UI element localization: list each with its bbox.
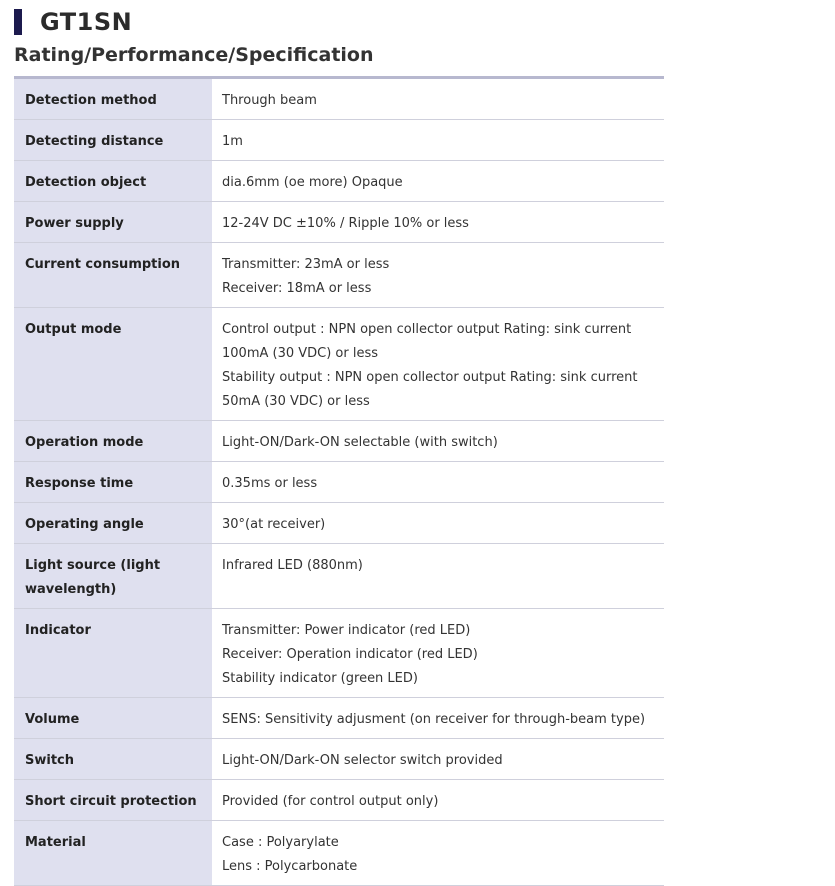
spec-value-line: 50mA (30 VDC) or less: [222, 394, 370, 409]
spec-value: [212, 821, 664, 886]
spec-value-line: Lens : Polycarbonate: [222, 859, 358, 874]
spec-value: [212, 503, 664, 544]
spec-table: [14, 76, 664, 886]
spec-value: [212, 243, 664, 308]
spec-value: [212, 544, 664, 609]
spec-value: [212, 308, 664, 421]
spec-value-line: Receiver: Operation indicator (red LED): [222, 647, 478, 662]
spec-table-body: [14, 78, 664, 886]
spec-value-line: SENS: Sensitivity adjusment (on receiver for through-beam type): [222, 712, 646, 727]
title-accent-bar: [14, 9, 22, 35]
spec-value-line: Control output : NPN open collector output Rating: sink current: [222, 322, 632, 337]
spec-row: [14, 161, 664, 202]
spec-row: [14, 421, 664, 462]
spec-label: Light source (light wavelength): [14, 544, 212, 609]
spec-value-line: 30°(at receiver): [222, 517, 326, 532]
spec-label: Response time: [14, 462, 212, 503]
spec-row: [14, 78, 664, 120]
spec-value: [212, 609, 664, 698]
spec-value: [212, 161, 664, 202]
spec-label: Volume: [14, 698, 212, 739]
spec-row: [14, 120, 664, 161]
spec-value-line: Light-ON/Dark-ON selectable (with switch): [222, 435, 498, 450]
spec-label: Short circuit protection: [14, 780, 212, 821]
spec-value-line: 12-24V DC ±10% / Ripple 10% or less: [222, 216, 469, 231]
spec-value-line: dia.6mm (oe more) Opaque: [222, 175, 403, 190]
spec-value: [212, 780, 664, 821]
spec-label: Power supply: [14, 202, 212, 243]
spec-value: [212, 78, 664, 120]
spec-label: Detection object: [14, 161, 212, 202]
spec-label: Operation mode: [14, 421, 212, 462]
spec-row: [14, 609, 664, 698]
section-heading: Rating/Performance/Specification: [14, 44, 374, 66]
spec-value: [212, 698, 664, 739]
spec-value-line: Stability output : NPN open collector output Rating: sink current: [222, 370, 638, 385]
spec-value-line: Transmitter: 23mA or less: [222, 257, 390, 272]
spec-row: [14, 698, 664, 739]
spec-value: [212, 202, 664, 243]
spec-value: [212, 421, 664, 462]
spec-label: Output mode: [14, 308, 212, 421]
spec-label: Detecting distance: [14, 120, 212, 161]
spec-value-line: Light-ON/Dark-ON selector switch provided: [222, 753, 503, 768]
spec-row: [14, 544, 664, 609]
spec-label: Detection method: [14, 78, 212, 120]
spec-row: [14, 462, 664, 503]
spec-row: [14, 821, 664, 886]
spec-row: [14, 503, 664, 544]
spec-value: [212, 739, 664, 780]
spec-value: [212, 462, 664, 503]
spec-value-line: 100mA (30 VDC) or less: [222, 346, 379, 361]
spec-label: Switch: [14, 739, 212, 780]
spec-value-line: Transmitter: Power indicator (red LED): [222, 623, 471, 638]
spec-value-line: 0.35ms or less: [222, 476, 318, 491]
spec-value-line: Receiver: 18mA or less: [222, 281, 372, 296]
spec-value-line: Infrared LED (880nm): [222, 558, 363, 573]
spec-label: Operating angle: [14, 503, 212, 544]
spec-row: [14, 780, 664, 821]
spec-value: [212, 120, 664, 161]
spec-row: [14, 308, 664, 421]
spec-value-line: Stability indicator (green LED): [222, 671, 418, 686]
spec-label: Current consumption: [14, 243, 212, 308]
page-header: [14, 8, 132, 36]
spec-value-line: Case : Polyarylate: [222, 835, 339, 850]
spec-row: [14, 243, 664, 308]
spec-row: [14, 739, 664, 780]
spec-value-line: Through beam: [222, 93, 317, 108]
page-title: GT1SN: [40, 8, 133, 36]
spec-label: Material: [14, 821, 212, 886]
spec-value-line: 1m: [222, 134, 243, 149]
spec-row: [14, 202, 664, 243]
spec-label: Indicator: [14, 609, 212, 698]
spec-value-line: Provided (for control output only): [222, 794, 439, 809]
